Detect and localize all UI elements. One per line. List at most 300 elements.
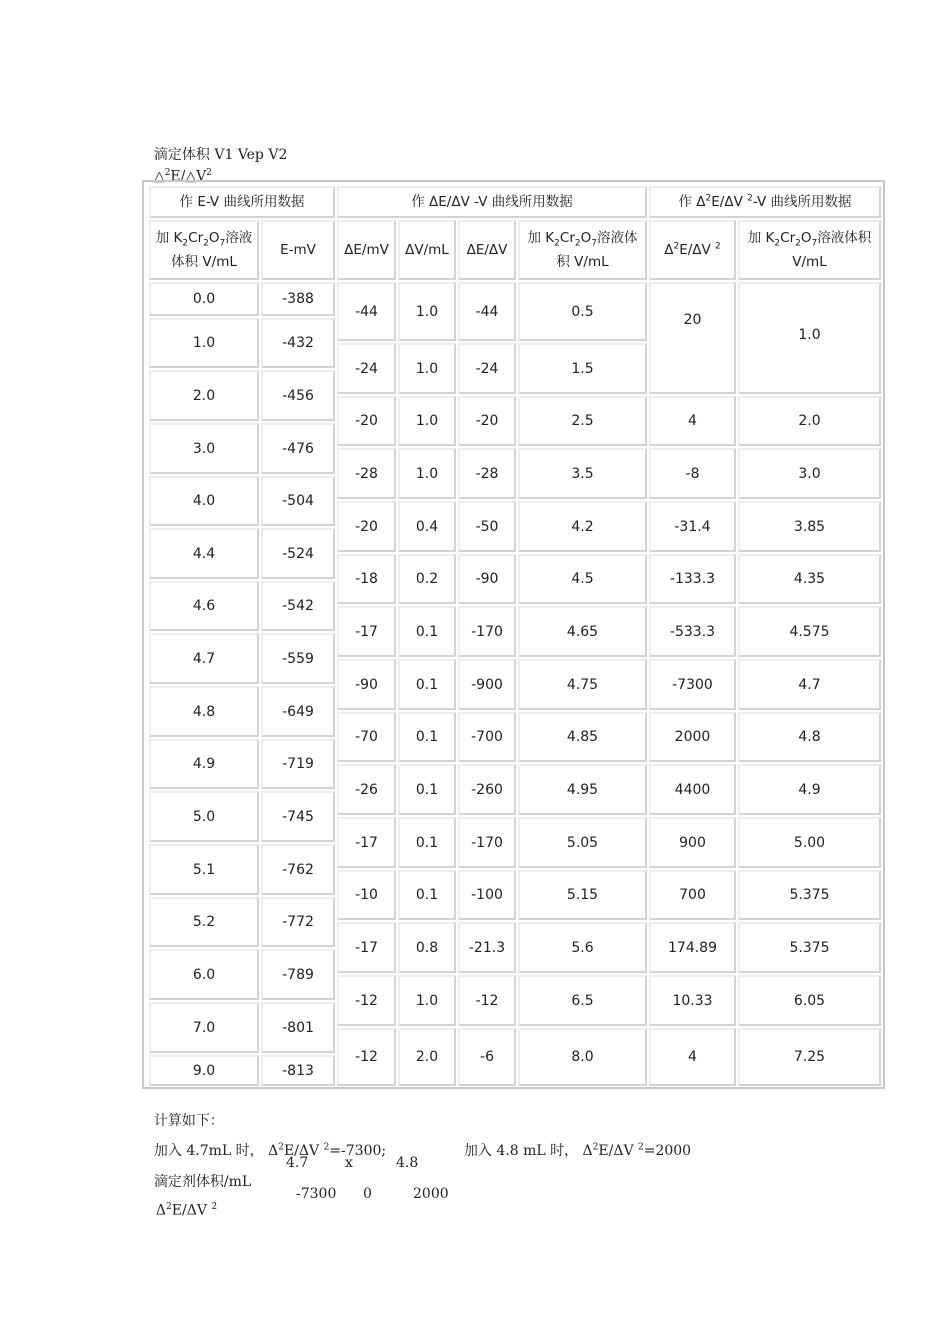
ev-potential-cell (261, 1002, 335, 1053)
ch-vol-c: O (208, 230, 220, 246)
d1-de-cell-text: -18 (355, 571, 378, 587)
d1-de-cell-text: -12 (355, 992, 378, 1009)
ch-dv-text: ΔV/mL (405, 242, 449, 258)
ev-volume-cell (149, 791, 259, 842)
ev-potential-cell-text: -762 (282, 861, 314, 878)
ev-potential-cell-text: -772 (282, 914, 314, 930)
ev-potential-cell-text: -801 (282, 1019, 314, 1036)
group-header-d1 (337, 186, 647, 218)
d1-dv-cell (398, 712, 456, 762)
d2-volume-cell (738, 396, 881, 446)
ev-potential-cell (261, 686, 335, 737)
ev-potential-cell-text: -559 (282, 650, 314, 667)
d1-dv-cell (398, 870, 456, 920)
ev-potential-cell-text: -504 (282, 493, 314, 509)
d1-de-cell (337, 922, 396, 973)
ev-potential-cell-text: -432 (282, 335, 314, 351)
calc-l2-d: 4.8 (396, 1155, 419, 1171)
intro-mid: E/△V (170, 168, 207, 185)
ch-vol2-b: Cr (559, 230, 575, 246)
d1-dedv-cell (458, 554, 516, 604)
d2-volume-cell-text: 1.0 (798, 327, 821, 343)
col-header-de (337, 220, 396, 280)
ch-vol2-s2: 2 (574, 238, 581, 249)
d1-dv-cell-text: 0.1 (415, 781, 439, 798)
ev-volume-cell-text: 5.1 (192, 861, 216, 878)
ev-potential-cell (261, 897, 335, 947)
d1-dedv-cell (458, 817, 516, 868)
ch-vol2-d: 溶液体积 V/mL (556, 230, 638, 270)
ev-volume-cell (149, 1002, 259, 1053)
intro-text-1: 滴定体积 V1 Vep V2 (153, 147, 288, 163)
d1-dedv-cell (458, 343, 516, 394)
d2-value-cell-text: -8 (685, 465, 700, 482)
d2-volume-cell (738, 817, 881, 868)
d1-volume-cell (518, 606, 647, 657)
col-header-volume-3 (738, 220, 881, 280)
d2-volume-cell-text: 5.00 (793, 834, 826, 851)
titration-data-table (142, 180, 885, 1089)
ev-potential-cell-text: -789 (282, 966, 314, 983)
d1-volume-cell (518, 501, 647, 552)
d1-volume-cell-text: 4.2 (571, 518, 594, 535)
group-header-d2 (649, 186, 881, 218)
ev-potential-cell (261, 282, 335, 316)
ch-vol-s1: 2 (182, 238, 189, 249)
gh-d2-b: E/ΔV (711, 194, 748, 210)
d1-de-cell-text: -20 (355, 413, 378, 429)
calc-l1-sup2: 2 (323, 1142, 330, 1153)
group-header-ev (149, 186, 335, 218)
d1-dedv-cell (458, 606, 516, 657)
d1-volume-cell (518, 659, 647, 710)
ch-d2-b: E/ΔV (679, 242, 716, 258)
ev-potential-cell-text: -542 (282, 598, 314, 614)
d1-dv-cell-text: 1.0 (415, 465, 439, 482)
ev-volume-cell (149, 949, 259, 1000)
ev-volume-cell (149, 581, 259, 631)
d2-value-cell-text: 10.33 (672, 992, 713, 1009)
ev-potential-cell (261, 844, 335, 895)
ev-potential-cell-text: -524 (282, 545, 314, 562)
d1-de-cell-text: -28 (355, 465, 378, 482)
ch-vol-s3: 7 (219, 238, 226, 249)
d1-dedv-cell-text: -90 (475, 571, 499, 587)
ev-potential-cell (261, 476, 335, 526)
d1-volume-cell (518, 712, 647, 762)
calc-l1-c: =-7300; (329, 1143, 387, 1159)
d2-volume-cell (738, 448, 881, 499)
calc-l2-c: x (345, 1155, 353, 1171)
ev-volume-cell (149, 633, 259, 684)
d1-de-cell-text: -17 (355, 939, 378, 956)
ch-vol2-a: 加 K (527, 230, 555, 246)
d1-volume-cell-text: 1.5 (571, 360, 594, 377)
ch-de-text: ΔE/mV (344, 242, 389, 258)
ch-vol-a: 加 K (155, 230, 183, 246)
ev-volume-cell (149, 897, 259, 947)
ev-potential-cell (261, 423, 335, 474)
d1-dv-cell-text: 1.0 (415, 992, 439, 1009)
d1-dv-cell-text: 0.8 (415, 939, 439, 956)
d1-dv-cell (398, 764, 456, 815)
intro-delta: △ (153, 168, 165, 185)
d2-value-cell (649, 922, 736, 973)
d1-dedv-cell (458, 764, 516, 815)
d2-value-cell-text: 700 (679, 887, 706, 903)
d1-dedv-cell-text: -6 (480, 1049, 494, 1065)
d1-dedv-cell (458, 501, 516, 552)
d1-dv-cell (398, 501, 456, 552)
d2-volume-cell (738, 606, 881, 657)
d1-de-cell (337, 659, 396, 710)
ev-volume-cell-text: 4.8 (192, 703, 216, 720)
calc-l3-sup: 2 (166, 1202, 172, 1212)
d1-dedv-cell (458, 975, 516, 1026)
ch-vol3-s1: 2 (774, 238, 781, 249)
d1-volume-cell-text: 8.0 (571, 1049, 594, 1065)
ev-potential-cell-text: -456 (282, 387, 314, 404)
ch-vol2-s3: 7 (591, 238, 597, 249)
col-header-d2 (649, 220, 736, 280)
d2-volume-cell-text: 3.0 (798, 465, 821, 482)
d2-value-cell (649, 282, 736, 394)
ev-volume-cell (149, 282, 259, 316)
calc-title-text: 计算如下： (153, 1113, 224, 1129)
ch-vol3-s3: 7 (811, 238, 818, 249)
d1-dv-cell-text: 0.4 (415, 518, 439, 535)
d1-dv-cell (398, 606, 456, 657)
d2-value-cell-text: -7300 (672, 676, 713, 693)
d2-value-cell (649, 396, 736, 446)
d1-de-cell-text: -17 (355, 834, 378, 851)
d2-volume-cell-text: 2.0 (798, 413, 821, 429)
calc-l3-d: 0 (363, 1186, 372, 1202)
d2-value-cell-text: 900 (679, 834, 706, 851)
d1-dedv-cell (458, 396, 516, 446)
ch-vol3-b: Cr (780, 230, 796, 246)
calc-line-3-label (147, 1186, 217, 1219)
d1-volume-cell-text: 4.85 (566, 729, 599, 745)
d1-dv-cell (398, 554, 456, 604)
d1-dedv-cell-text: -260 (471, 781, 503, 798)
ev-potential-cell (261, 528, 335, 579)
calc-line-1b (455, 1124, 691, 1160)
d1-dv-cell-text: 1.0 (415, 413, 439, 429)
d1-volume-cell (518, 817, 647, 868)
d2-value-cell-text: -133.3 (669, 571, 716, 587)
d1-dv-cell (398, 922, 456, 973)
d1-volume-cell-text: 2.5 (571, 413, 594, 429)
d2-value-cell (649, 817, 736, 868)
ch-dedv-text: ΔE/ΔV (466, 242, 508, 258)
calc-l1-sup: 2 (278, 1142, 284, 1153)
ev-potential-cell (261, 949, 335, 1000)
ev-potential-cell-text: -388 (282, 291, 314, 307)
calc-l1-a: 加入 4.7mL 时， Δ (153, 1143, 279, 1159)
calc-l3-sup2: 2 (211, 1202, 218, 1212)
ch-vol3-s2: 2 (795, 238, 801, 249)
d2-value-cell-text: 4 (688, 413, 697, 429)
d1-volume-cell-text: 4.95 (566, 781, 599, 798)
d1-de-cell-text: -17 (355, 623, 378, 640)
ev-potential-cell (261, 633, 335, 684)
d1-de-cell (337, 606, 396, 657)
d1-dedv-cell (458, 448, 516, 499)
calc-line-2-v1 (286, 1155, 308, 1171)
d1-dv-cell (398, 282, 456, 341)
d2-volume-cell-text: 3.85 (793, 518, 826, 535)
d1-de-cell-text: -10 (355, 887, 378, 903)
calc-l1-sup3: 2 (592, 1142, 599, 1153)
ev-volume-cell (149, 476, 259, 526)
col-header-volume-2 (518, 220, 647, 280)
ev-volume-cell (149, 528, 259, 579)
d2-value-cell (649, 448, 736, 499)
d2-volume-cell (738, 975, 881, 1026)
d1-volume-cell (518, 870, 647, 920)
d1-dv-cell (398, 817, 456, 868)
d2-volume-cell (738, 659, 881, 710)
d1-dedv-cell-text: -50 (475, 518, 499, 535)
calc-l3-c: -7300 (296, 1186, 337, 1202)
d1-dv-cell (398, 975, 456, 1026)
ev-potential-cell-text: -745 (282, 808, 314, 825)
ev-potential-cell-text: -476 (282, 440, 314, 457)
d2-volume-cell (738, 712, 881, 762)
d1-volume-cell-text: 4.75 (566, 676, 599, 693)
ev-volume-cell-text: 5.2 (192, 914, 216, 930)
d1-dedv-cell-text: -24 (475, 360, 499, 377)
d1-de-cell (337, 1028, 396, 1086)
d1-volume-cell (518, 396, 647, 446)
d1-dv-cell (398, 1028, 456, 1086)
d1-dv-cell-text: 0.1 (415, 834, 439, 851)
d2-value-cell-text: 4 (688, 1049, 697, 1065)
d2-volume-cell (738, 501, 881, 552)
d2-volume-cell (738, 764, 881, 815)
d1-dedv-cell (458, 659, 516, 710)
d2-volume-cell-text: 5.375 (789, 887, 830, 903)
ev-potential-cell-text: -719 (282, 756, 314, 772)
ev-volume-cell-text: 3.0 (192, 440, 216, 457)
d2-volume-cell-text: 6.05 (793, 992, 826, 1009)
ch-d2-s2: 2 (715, 241, 721, 252)
d1-volume-cell (518, 922, 647, 973)
calc-l2-a: 滴定剂体积/mL (153, 1174, 252, 1190)
ev-volume-cell-text: 6.0 (192, 966, 216, 983)
ev-volume-cell-text: 0.0 (192, 291, 216, 307)
d1-volume-cell (518, 448, 647, 499)
d1-de-cell-text: -20 (355, 518, 378, 535)
col-header-dv (398, 220, 456, 280)
d1-volume-cell-text: 6.5 (571, 992, 594, 1009)
d2-value-cell-text: -533.3 (669, 623, 716, 640)
gh-d2-a: 作 Δ (678, 194, 706, 210)
ev-potential-cell (261, 318, 335, 368)
ev-potential-cell (261, 791, 335, 842)
ch-vol3-d: 溶液体积 V/mL (792, 230, 872, 270)
d1-dedv-cell-text: -28 (475, 465, 499, 482)
calc-line-2-x (345, 1155, 353, 1171)
d1-dedv-cell-text: -12 (475, 992, 499, 1009)
d2-value-cell (649, 606, 736, 657)
d1-dv-cell (398, 659, 456, 710)
d1-volume-cell-text: 3.5 (571, 465, 594, 482)
ev-potential-cell (261, 581, 335, 631)
d1-dv-cell-text: 0.1 (415, 729, 439, 745)
ev-volume-cell (149, 1055, 259, 1086)
calc-line-3-v3 (413, 1186, 449, 1202)
calc-l3-e: 2000 (413, 1186, 449, 1202)
d1-volume-cell (518, 1028, 647, 1086)
d2-value-cell-text: 4400 (674, 781, 711, 798)
ch-vol3-c: O (800, 230, 812, 246)
calc-l3-b: E/ΔV (171, 1202, 212, 1219)
d1-dv-cell-text: 0.1 (415, 676, 439, 693)
d1-volume-cell-text: 5.6 (571, 939, 594, 956)
d1-dv-cell (398, 396, 456, 446)
d1-dv-cell-text: 0.1 (415, 887, 439, 903)
calc-line-3-v2 (363, 1186, 372, 1202)
ch-d2-s: 2 (673, 241, 680, 252)
ch-d2-a: Δ (664, 242, 674, 258)
d1-de-cell-text: -24 (355, 360, 378, 377)
d1-dv-cell-text: 2.0 (415, 1049, 439, 1065)
calc-line-2-v2 (396, 1155, 418, 1171)
calc-l1-f: =2000 (643, 1143, 692, 1159)
d1-dedv-cell-text: -100 (471, 887, 503, 903)
calc-l2-b: 4.7 (286, 1155, 309, 1171)
d1-dedv-cell-text: -170 (471, 834, 503, 851)
ch-vol2-s1: 2 (554, 238, 560, 249)
ch-vol3-a: 加 K (747, 230, 775, 246)
d1-volume-cell (518, 282, 647, 341)
d1-dv-cell-text: 0.1 (415, 623, 439, 640)
gh-d2-sup2: 2 (747, 193, 753, 204)
col-header-dedv (458, 220, 516, 280)
d2-volume-cell (738, 870, 881, 920)
d1-dedv-cell (458, 282, 516, 341)
d2-value-cell-text: 20 (683, 312, 702, 328)
d1-volume-cell-text: 5.05 (566, 834, 599, 851)
d2-volume-cell (738, 282, 881, 394)
d2-value-cell (649, 712, 736, 762)
d1-volume-cell (518, 975, 647, 1026)
ev-volume-cell-text: 4.7 (192, 650, 216, 667)
ch-vol2-c: O (580, 230, 592, 246)
ev-potential-cell-text: -813 (282, 1062, 314, 1079)
d1-dv-cell-text: 1.0 (415, 303, 439, 320)
d1-dedv-cell-text: -170 (471, 623, 503, 640)
d1-dv-cell (398, 448, 456, 499)
intro-sup-1: 2 (164, 168, 171, 178)
d2-volume-cell-text: 5.375 (789, 939, 830, 956)
d1-dedv-cell-text: -700 (471, 729, 503, 745)
d1-de-cell (337, 817, 396, 868)
ev-volume-cell-text: 4.6 (192, 598, 216, 614)
d1-de-cell (337, 870, 396, 920)
ev-volume-cell (149, 318, 259, 368)
ch-e-text: E-mV (280, 242, 316, 258)
d1-de-cell-text: -26 (355, 781, 378, 798)
calc-l1-e: E/ΔV (598, 1143, 638, 1159)
ch-vol-d: 溶液体积 V/mL (171, 230, 253, 270)
gh-d2-sup: 2 (705, 193, 712, 204)
d1-dv-cell-text: 0.2 (415, 571, 439, 587)
d2-volume-cell-text: 4.8 (798, 729, 821, 745)
d2-value-cell (649, 1028, 736, 1086)
ev-volume-cell-text: 4.9 (192, 756, 216, 772)
d1-dedv-cell-text: -900 (471, 676, 503, 693)
d2-value-cell-text: -31.4 (674, 518, 711, 535)
gh-d2-tail: -V 曲线所用数据 (752, 194, 852, 210)
d1-volume-cell (518, 343, 647, 394)
group-header-ev-text: 作 E-V 曲线所用数据 (179, 194, 305, 210)
ev-potential-cell-text: -649 (282, 703, 314, 720)
d1-volume-cell (518, 554, 647, 604)
d1-de-cell (337, 712, 396, 762)
d1-de-cell-text: -44 (355, 303, 378, 320)
d1-volume-cell-text: 5.15 (566, 887, 599, 903)
d1-de-cell (337, 975, 396, 1026)
group-header-d1-text: 作 ΔE/ΔV -V 曲线所用数据 (411, 194, 573, 210)
d1-de-cell (337, 448, 396, 499)
d2-value-cell (649, 764, 736, 815)
d1-de-cell (337, 501, 396, 552)
d1-volume-cell (518, 764, 647, 815)
d2-value-cell-text: 2000 (674, 729, 711, 745)
d1-dedv-cell-text: -20 (475, 413, 499, 429)
calc-l1-b: E/ΔV (283, 1143, 324, 1159)
d1-de-cell (337, 396, 396, 446)
ev-volume-cell-text: 5.0 (192, 808, 216, 825)
calc-l1-d: 加入 4.8 mL 时， Δ (463, 1143, 593, 1159)
d1-dedv-cell-text: -44 (475, 303, 499, 320)
d2-volume-cell-text: 4.9 (798, 781, 821, 798)
d2-volume-cell-text: 4.7 (798, 676, 821, 693)
d1-de-cell-text: -12 (355, 1049, 378, 1065)
d2-volume-cell (738, 554, 881, 604)
d1-de-cell-text: -90 (355, 676, 378, 693)
ev-volume-cell (149, 844, 259, 895)
ev-volume-cell-text: 9.0 (192, 1062, 216, 1079)
d2-volume-cell-text: 4.35 (793, 571, 826, 587)
ev-volume-cell (149, 739, 259, 789)
d1-de-cell (337, 764, 396, 815)
d1-dedv-cell (458, 1028, 516, 1086)
d1-de-cell-text: -70 (355, 729, 378, 745)
ev-volume-cell-text: 2.0 (192, 387, 216, 404)
col-header-volume (149, 220, 259, 280)
ev-volume-cell-text: 1.0 (192, 335, 216, 351)
d1-de-cell (337, 282, 396, 341)
ev-volume-cell-text: 4.0 (192, 493, 216, 509)
d1-volume-cell-text: 4.5 (571, 571, 594, 587)
d1-dedv-cell-text: -21.3 (468, 939, 506, 956)
d1-volume-cell-text: 4.65 (566, 623, 599, 640)
d1-dedv-cell (458, 712, 516, 762)
d1-dedv-cell (458, 922, 516, 973)
ch-vol-b: Cr (188, 230, 204, 246)
d2-value-cell (649, 870, 736, 920)
d1-dv-cell-text: 1.0 (415, 360, 439, 377)
d2-volume-cell-text: 4.575 (789, 623, 830, 640)
d1-dv-cell (398, 343, 456, 394)
ch-vol-s2: 2 (203, 238, 209, 249)
d1-dedv-cell (458, 870, 516, 920)
ev-volume-cell-text: 4.4 (192, 545, 216, 562)
